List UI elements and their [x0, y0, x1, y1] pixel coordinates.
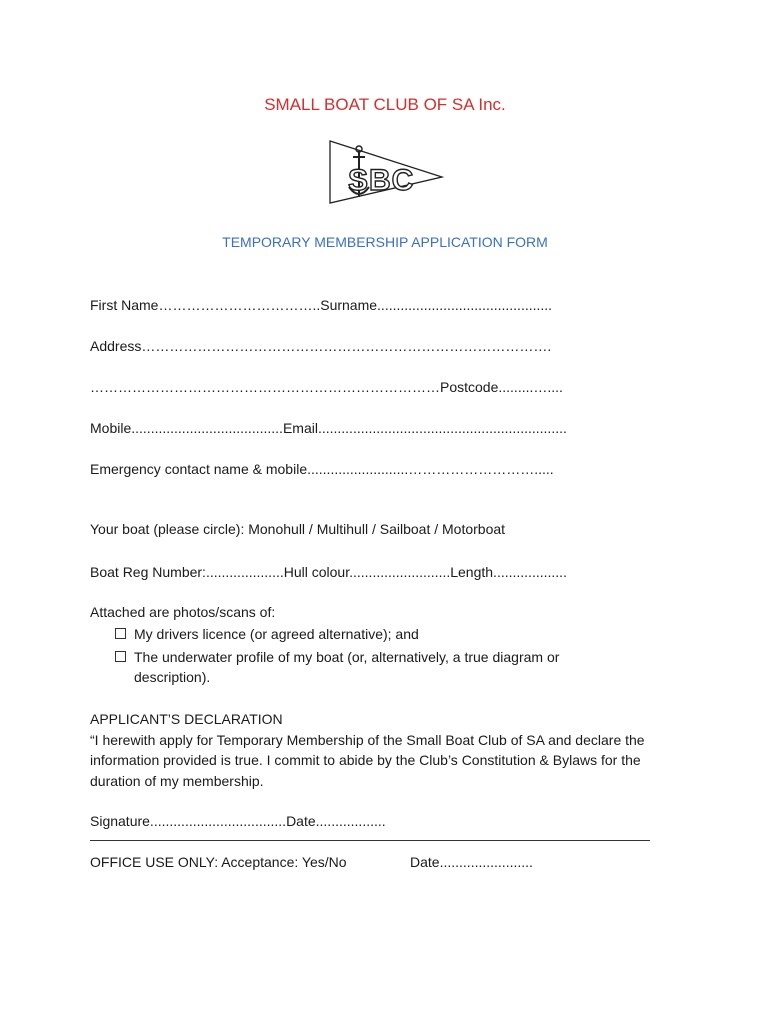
club-logo: [326, 137, 446, 207]
checkbox-label: My drivers licence (or agreed alternative); and: [134, 626, 419, 642]
attachments-heading: Attached are photos/scans of:: [90, 604, 276, 620]
checkbox-underwater-profile[interactable]: [115, 647, 624, 687]
office-acceptance: OFFICE USE ONLY: Acceptance: Yes/No: [90, 854, 347, 870]
divider: [90, 840, 650, 841]
form-title: TEMPORARY MEMBERSHIP APPLICATION FORM: [222, 234, 548, 250]
declaration-text: “I herewith apply for Temporary Membership of the Small Boat Club of SA and declare the information provided is true. I commit to abide by the Club’s Constitution & Bylaws for the duration of my membership.: [90, 731, 645, 789]
checkbox-drivers-licence[interactable]: [115, 624, 624, 644]
checkbox-label: The underwater profile of my boat (or, alternatively, a true diagram or description).: [134, 649, 560, 685]
checkbox-icon[interactable]: [115, 651, 126, 662]
boat-reg-field[interactable]: Boat Reg Number:....................Hull colour..........................Length...................: [90, 564, 567, 580]
office-date: Date........................: [410, 854, 533, 870]
name-field[interactable]: First Name……………………………..Surname.............................................: [90, 297, 553, 313]
signature-field[interactable]: Signature...................................Date..................: [90, 813, 386, 829]
boat-type-field[interactable]: Your boat (please circle): Monohull / Multihull / Sailboat / Motorboat: [90, 521, 506, 537]
emergency-contact-field[interactable]: Emergency contact name & mobile..........................……………………….....: [90, 461, 554, 477]
logo-text: SBC: [348, 164, 415, 197]
declaration-heading: APPLICANT’S DECLARATION: [90, 711, 283, 727]
mobile-email-field[interactable]: Mobile.......................................Email................................................................: [90, 420, 567, 436]
club-title: SMALL BOAT CLUB OF SA Inc.: [264, 95, 506, 114]
checkbox-icon[interactable]: [115, 628, 126, 639]
postcode-field[interactable]: …………………………………………………………………Postcode.........…....: [90, 379, 563, 395]
address-field[interactable]: Address…………………………………………………………………………….: [90, 338, 552, 354]
declaration: [90, 709, 680, 791]
